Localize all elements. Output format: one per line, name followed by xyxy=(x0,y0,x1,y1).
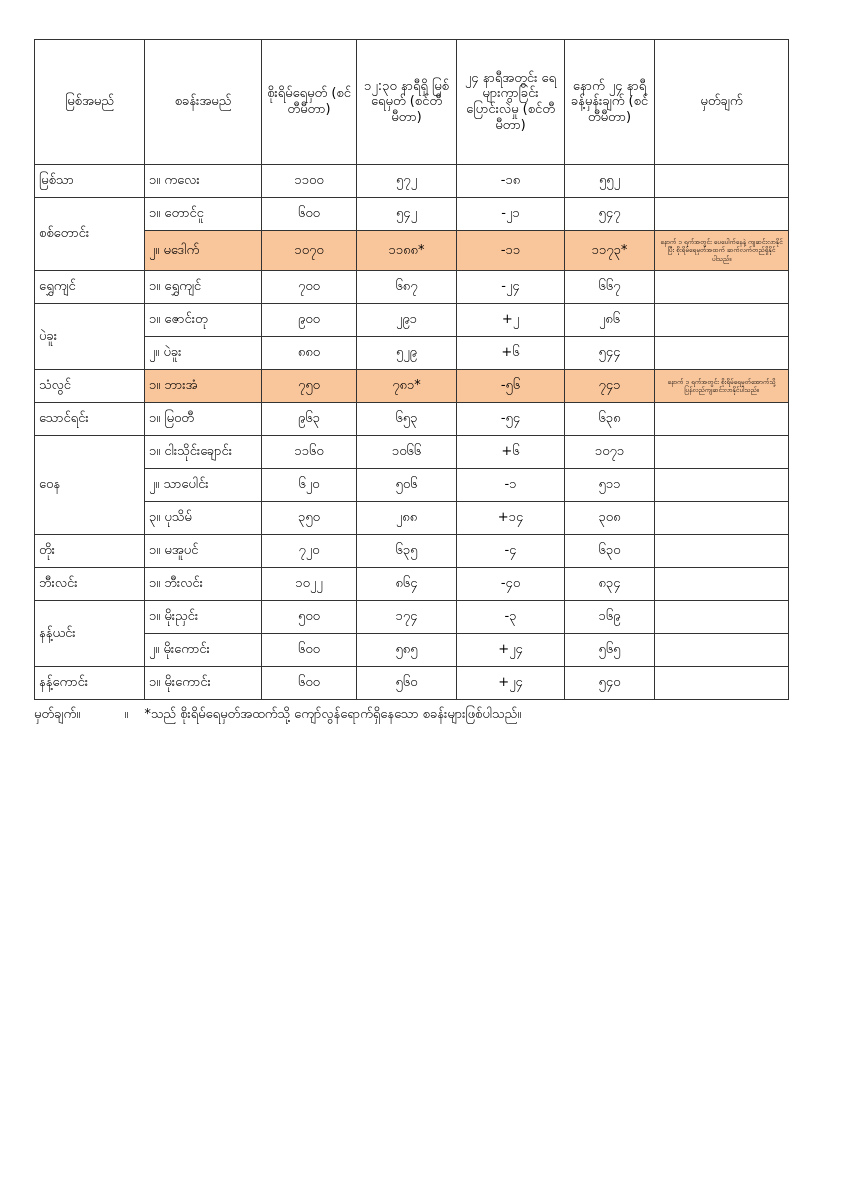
station-cell: ၁။ ဘီးလင်း xyxy=(145,568,262,601)
remark-cell xyxy=(655,436,789,469)
level-cell: ၅၂၉ xyxy=(357,337,457,370)
level-cell: ၁၇၄ xyxy=(357,601,457,634)
remark-cell: နောက် ၁ ရက်အတွင်း ပေပေါက်နေနဲ့ ကျဆင်းလာနိုင်ပြီး စိုးရိမ်ရေမှတ်အထက် ဆက်လက်တည်ရှိနိုင်ပါသည်။ xyxy=(655,231,789,271)
change-cell: +၆ xyxy=(457,337,565,370)
remark-cell xyxy=(655,601,789,634)
river-level-table xyxy=(34,39,789,700)
table-row xyxy=(35,436,789,469)
header-station: စခန်းအမည် xyxy=(145,40,262,165)
river-cell: နန့်ကောင်း xyxy=(35,667,145,700)
forecast-cell: ၁၆၉ xyxy=(565,601,655,634)
change-cell: -၃ xyxy=(457,601,565,634)
change-cell: -၅၆ xyxy=(457,370,565,403)
danger-cell: ၁၀၂၂ xyxy=(262,568,357,601)
danger-cell: ၈၈၀ xyxy=(262,337,357,370)
table-row xyxy=(35,337,789,370)
remark-cell xyxy=(655,568,789,601)
station-cell: ၃။ ပုသိမ် xyxy=(145,502,262,535)
river-cell: ရွှေကျင် xyxy=(35,271,145,304)
change-cell: +၂၄ xyxy=(457,634,565,667)
forecast-cell: ၅၅၂ xyxy=(565,165,655,198)
level-cell: ၅၈၅ xyxy=(357,634,457,667)
level-cell: ၅၄၂ xyxy=(357,198,457,231)
danger-cell: ၆၀၀ xyxy=(262,634,357,667)
forecast-cell: ၅၆၅ xyxy=(565,634,655,667)
danger-cell: ၁၀၇၀ xyxy=(262,231,357,271)
forecast-cell: ၅၄၄ xyxy=(565,337,655,370)
change-cell: -၅၄ xyxy=(457,403,565,436)
forecast-cell: ၁၁၇၃* xyxy=(565,231,655,271)
level-cell: ၆၃၅ xyxy=(357,535,457,568)
change-cell: -၂၁ xyxy=(457,198,565,231)
danger-cell: ၅၀၀ xyxy=(262,601,357,634)
river-cell: ပဲခူး xyxy=(35,304,145,370)
station-cell: ၁။ ဇောင်းတု xyxy=(145,304,262,337)
change-cell: -၁၁ xyxy=(457,231,565,271)
station-cell: ၁။ မိုးညှင်း xyxy=(145,601,262,634)
level-cell: ၆၅၃ xyxy=(357,403,457,436)
table-row xyxy=(35,165,789,198)
station-cell: ၁။ မအူပင် xyxy=(145,535,262,568)
table-row xyxy=(35,601,789,634)
table-row xyxy=(35,304,789,337)
river-cell: သံလွင် xyxy=(35,370,145,403)
river-cell: မြစ်သာ xyxy=(35,165,145,198)
forecast-cell: ၁၀၇၁ xyxy=(565,436,655,469)
station-cell: ၂။ ပဲခူး xyxy=(145,337,262,370)
remark-cell xyxy=(655,271,789,304)
forecast-cell: ၈၃၄ xyxy=(565,568,655,601)
change-cell: +၂၄ xyxy=(457,667,565,700)
station-cell: ၂။ မိုးကောင်း xyxy=(145,634,262,667)
station-cell: ၁။ ရွှေကျင် xyxy=(145,271,262,304)
remark-cell xyxy=(655,337,789,370)
change-cell: -၁ xyxy=(457,469,565,502)
forecast-cell: ၅၁၁ xyxy=(565,469,655,502)
river-cell: ဘီးလင်း xyxy=(35,568,145,601)
station-cell: ၁။ မြဝတီ xyxy=(145,403,262,436)
level-cell: ၅၀၆ xyxy=(357,469,457,502)
river-cell: ဝေန xyxy=(35,436,145,535)
change-cell: +၆ xyxy=(457,436,565,469)
station-cell: ၁။ ငါးသိုင်းချောင်း xyxy=(145,436,262,469)
danger-cell: ၁၁၆၀ xyxy=(262,436,357,469)
station-cell: ၁။ မိုးကောင်း xyxy=(145,667,262,700)
forecast-cell: ၅၄၀ xyxy=(565,667,655,700)
danger-cell: ၉၀၀ xyxy=(262,304,357,337)
danger-cell: ၇၀၀ xyxy=(262,271,357,304)
level-cell: ၁၁၈၈* xyxy=(357,231,457,271)
forecast-cell: ၅၄၇ xyxy=(565,198,655,231)
remark-cell xyxy=(655,667,789,700)
river-cell: တိုး xyxy=(35,535,145,568)
danger-cell: ၉၆၃ xyxy=(262,403,357,436)
remark-cell xyxy=(655,502,789,535)
river-cell: သောင်ရင်း xyxy=(35,403,145,436)
level-cell: ၅၇၂ xyxy=(357,165,457,198)
table-row xyxy=(35,634,789,667)
danger-cell: ၁၁၀၀ xyxy=(262,165,357,198)
danger-cell: ၆၀၀ xyxy=(262,198,357,231)
change-cell: -၂၄ xyxy=(457,271,565,304)
header-24h-change: ၂၄ နာရီအတွင်း ရေများကွာခြင်း ပြောင်းလဲမှု (စင်တီမီတာ) xyxy=(457,40,565,165)
danger-cell: ၆၂၀ xyxy=(262,469,357,502)
level-cell: ၈၆၄ xyxy=(357,568,457,601)
remark-cell xyxy=(655,165,789,198)
change-cell: +၂ xyxy=(457,304,565,337)
station-cell: ၁။ ဘားအံ xyxy=(145,370,262,403)
level-cell: ၂၉၁ xyxy=(357,304,457,337)
level-cell: ၆၈၇ xyxy=(357,271,457,304)
river-cell: စစ်တောင်း xyxy=(35,198,145,271)
remark-cell xyxy=(655,469,789,502)
table-row xyxy=(35,271,789,304)
remark-cell xyxy=(655,304,789,337)
forecast-cell: ၇၄၁ xyxy=(565,370,655,403)
table-row-highlighted xyxy=(35,370,789,403)
footnote-separator: ။ xyxy=(124,707,129,722)
danger-cell: ၃၅၀ xyxy=(262,502,357,535)
change-cell: -၁၈ xyxy=(457,165,565,198)
remark-cell xyxy=(655,403,789,436)
remark-cell: နောက် ၁ ရက်အတွင်း စိုးရိမ်ရေမှတ်အောက်သို့ ပြန်လည်ကျဆင်းလာနိုင်ပါသည်။ xyxy=(655,370,789,403)
station-cell: ၂။ သာပေါင်း xyxy=(145,469,262,502)
forecast-cell: ၂၈၆ xyxy=(565,304,655,337)
table-row xyxy=(35,568,789,601)
forecast-cell: ၆၃၀ xyxy=(565,535,655,568)
remark-cell xyxy=(655,634,789,667)
danger-cell: ၇၅၀ xyxy=(262,370,357,403)
level-cell: ၅၆၀ xyxy=(357,667,457,700)
change-cell: -၄ xyxy=(457,535,565,568)
level-cell: ၇၈၁* xyxy=(357,370,457,403)
station-cell: ၁။ တောင်ငူ xyxy=(145,198,262,231)
table-row xyxy=(35,502,789,535)
river-level-sheet xyxy=(34,39,788,700)
level-cell: ၁၀၆၆ xyxy=(357,436,457,469)
level-cell: ၂၈၈ xyxy=(357,502,457,535)
table-row xyxy=(35,535,789,568)
table-row xyxy=(35,198,789,231)
table-row-highlighted xyxy=(35,231,789,271)
header-forecast: နောက် ၂၄ နာရီ ခန့်မှန်းချက် (စင်တီမီတာ) xyxy=(565,40,655,165)
station-cell: ၁။ ကလေး xyxy=(145,165,262,198)
forecast-cell: ၃၀၈ xyxy=(565,502,655,535)
danger-cell: ၆၀၀ xyxy=(262,667,357,700)
forecast-cell: ၆၃၈ xyxy=(565,403,655,436)
footnote-text: *သည် စိုးရိမ်ရေမှတ်အထက်သို့ ကျော်လွန်ရောက်ရှိနေသော စခန်းများဖြစ်ပါသည်။ xyxy=(144,707,522,722)
change-cell: -၄၀ xyxy=(457,568,565,601)
table-row xyxy=(35,469,789,502)
footnote-label: မှတ်ချက်။ xyxy=(34,707,81,722)
table-row xyxy=(35,403,789,436)
table-header-row xyxy=(35,40,789,165)
header-remark: မှတ်ချက် xyxy=(655,40,789,165)
remark-cell xyxy=(655,198,789,231)
header-danger-level: စိုးရိမ်ရေမှတ် (စင်တီမီတာ) xyxy=(262,40,357,165)
river-cell: နန့်ယင်း xyxy=(35,601,145,667)
danger-cell: ၇၂၀ xyxy=(262,535,357,568)
remark-cell xyxy=(655,535,789,568)
header-current-level: ၁၂:၃၀ နာရီရှိ မြစ်ရေမှတ် (စင်တီမီတာ) xyxy=(357,40,457,165)
footnote xyxy=(34,706,794,725)
change-cell: +၁၄ xyxy=(457,502,565,535)
table-row xyxy=(35,667,789,700)
station-cell: ၂။ မဒေါက် xyxy=(145,231,262,271)
header-river: မြစ်အမည် xyxy=(35,40,145,165)
forecast-cell: ၆၆၇ xyxy=(565,271,655,304)
